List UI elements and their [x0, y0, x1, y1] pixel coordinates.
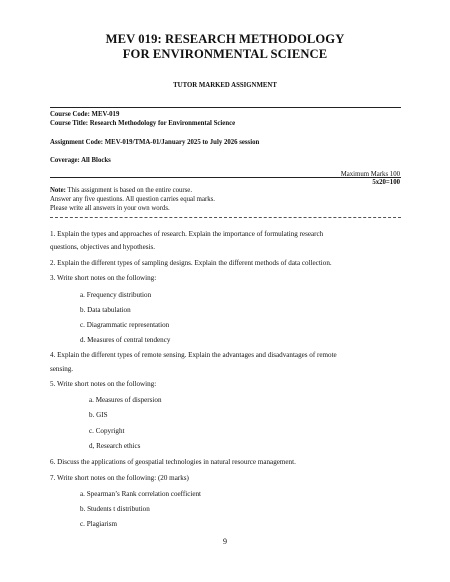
coverage: Coverage: All Blocks	[50, 157, 111, 164]
question-7-item-a: a. Spearman’s Rank correlation coefficient	[80, 490, 202, 498]
note-line-2: Answer any five questions. All question carries equal marks.	[50, 196, 215, 203]
question-2: 2. Explain the different types of sampling designs. Explain the different methods of data collection.	[50, 259, 332, 267]
question-3-item-b: b. Data tabulation	[80, 306, 131, 314]
note-label: Note:	[50, 187, 66, 194]
question-7: 7. Write short notes on the following: (20 marks)	[50, 474, 189, 482]
question-5: 5. Write short notes on the following:	[50, 380, 157, 388]
note-line-1	[50, 187, 192, 194]
question-3: 3. Write short notes on the following:	[50, 274, 157, 282]
marks-calculation: 5x20=100	[372, 179, 400, 186]
note-text: This assignment is based on the entire course.	[65, 187, 193, 194]
course-code: Course Code: MEV-019	[50, 111, 120, 118]
question-1-line-2: questions, objectives and hypothesis.	[50, 243, 156, 251]
course-title-line-2: FOR ENVIRONMENTAL SCIENCE	[122, 47, 328, 61]
question-6: 6. Discuss the applications of geospatial technologies in natural resource management.	[50, 458, 296, 466]
question-7-item-c: c. Plagiarism	[80, 520, 118, 528]
question-4-line-2: sensing.	[50, 365, 74, 373]
course-title: Course Title: Research Methodology for Environmental Science	[50, 120, 236, 127]
assignment-code: Assignment Code: MEV-019/TMA-01/January 2025 to July 2026 session	[50, 139, 260, 146]
question-7-item-b: b. Students t distribution	[80, 505, 150, 513]
course-title-line-1: MEV 019: RESEARCH METHODOLOGY	[105, 32, 345, 46]
question-5-item-c: c. Copyright	[89, 427, 125, 435]
question-3-item-a: a. Frequency distribution	[80, 291, 152, 299]
maximum-marks: Maximum Marks 100	[340, 171, 400, 178]
page-number: 9	[223, 537, 227, 546]
question-1-line-1: 1. Explain the types and approaches of research. Explain the importance of formulating research	[50, 230, 324, 238]
question-5-item-d: d, Research ethics	[89, 442, 141, 450]
question-5-item-b: b. GIS	[89, 411, 108, 419]
question-3-item-c: c. Diagrammatic representation	[80, 321, 170, 329]
note-line-3: Please write all answers in your own words.	[50, 205, 170, 212]
question-5-item-a: a. Measures of dispersion	[89, 396, 162, 404]
question-3-item-d: d. Measures of central tendency	[80, 336, 171, 344]
question-4-line-1: 4. Explain the different types of remote sensing. Explain the advantages and disadvantages of remote	[50, 351, 337, 359]
assignment-subtitle: TUTOR MARKED ASSIGNMENT	[173, 82, 277, 89]
top-divider	[50, 107, 401, 108]
dashed-separator	[50, 217, 401, 218]
